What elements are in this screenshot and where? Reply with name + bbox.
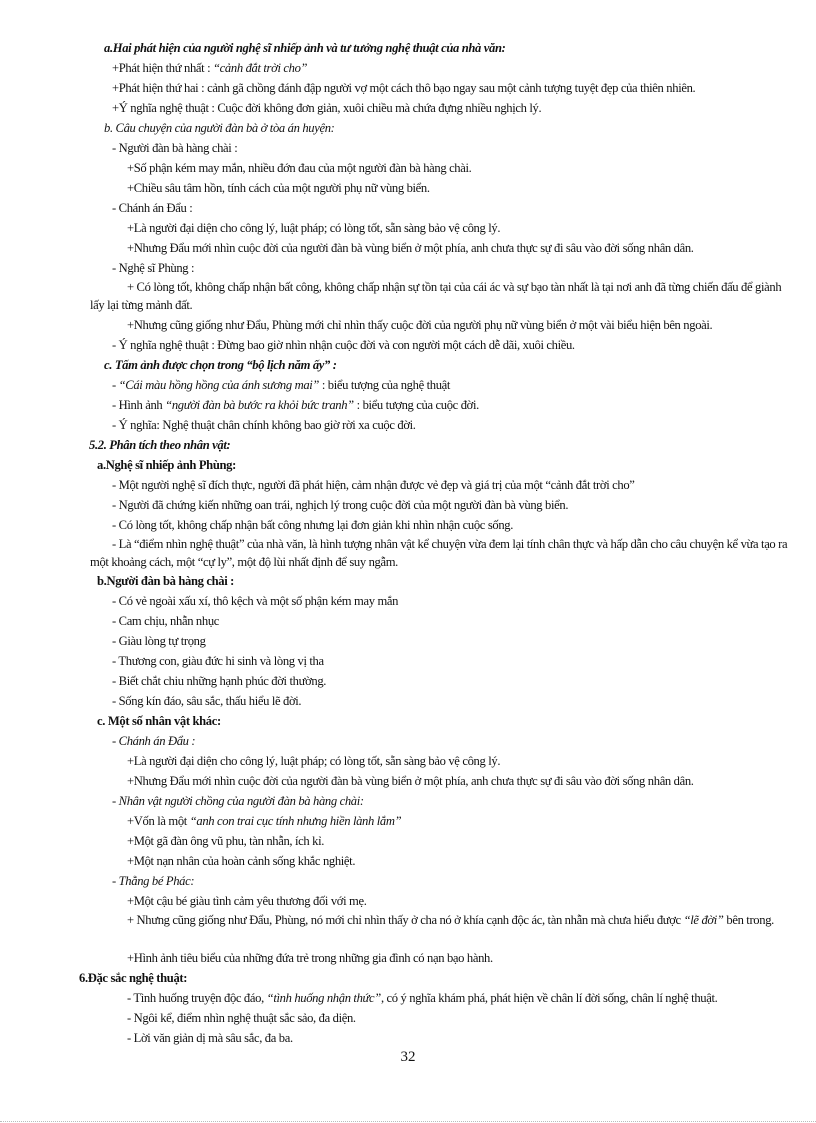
page-number: 32 (400, 1049, 416, 1065)
heading-a-phung: a.Nghệ sĩ nhiếp ảnh Phùng: (97, 458, 236, 472)
heading-c-photo: c. Tấm ảnh được chọn trong “bộ lịch năm ấy” : (104, 358, 337, 372)
heading-c-other-characters: c. Một số nhân vật khác: (97, 714, 221, 728)
text-line: - Lời văn giản dị mà sâu sắc, đa ba. (127, 1031, 293, 1045)
text-line: - Sống kín đáo, sâu sắc, thấu hiểu lẽ đời. (112, 694, 302, 708)
text-line: - Thương con, giàu đức hi sinh và lòng vị tha (112, 654, 324, 668)
text-line: +Ý nghĩa nghệ thuật : Cuộc đời không đơn giản, xuôi chiều mà chứa đựng nhiều nghịch lý. (112, 101, 542, 115)
heading-b-court-story: b. Câu chuyện của người đàn bà ở tòa án huyện: (104, 121, 335, 135)
text-line: - Thằng bé Phác: (112, 874, 195, 888)
text-line: - Cam chịu, nhẫn nhục (112, 614, 220, 628)
page-bottom-rule (0, 1121, 816, 1122)
text-line: +Phát hiện thứ nhất : “cảnh đắt trời cho” (112, 61, 308, 75)
text-line: +Chiều sâu tâm hồn, tính cách của một người phụ nữ vùng biển. (127, 181, 430, 195)
text-line: +Một cậu bé giàu tình cảm yêu thương đối với mẹ. (127, 894, 367, 908)
text-line: - Nhân vật người chồng của người đàn bà hàng chài: (112, 794, 364, 808)
text-line: - Có vẻ ngoài xấu xí, thô kệch và một số phận kém may mắn (112, 594, 399, 608)
heading-5-2: 5.2. Phân tích theo nhân vật: (89, 438, 231, 452)
text-line: - Có lòng tốt, không chấp nhận bất công nhưng lại đơn giản khi nhìn nhận cuộc sống. (112, 518, 514, 532)
text-line: - Một người nghệ sĩ đích thực, người đã phát hiện, cảm nhận được vẻ đẹp và giá trị của một “cảnh đắt trời cho” (112, 478, 635, 492)
text-line: - Người đàn bà hàng chài : (112, 141, 238, 155)
text-line: - Chánh án Đẩu : (112, 734, 196, 748)
text-line: - Nghệ sĩ Phùng : (112, 261, 195, 275)
text-line: +Phát hiện thứ hai : cảnh gã chồng đánh đập người vợ một cách thô bạo ngay sau một cảnh tượng tuyệt đẹp của thiên nhiên. (112, 81, 696, 95)
text-paragraph: + Có lòng tốt, không chấp nhận bất công, không chấp nhận sự tồn tại của cái ác và sự bạo tàn nhất là tại nơi anh đã từng chiến đấu để giành lấy lại từng mảnh đất. (90, 280, 782, 312)
text-paragraph: + Nhưng cũng giống như Đẩu, Phùng, nó mới chỉ nhìn thấy ở cha nó ở khía cạnh độc ác, tàn nhẫn mà chưa hiểu được “lẽ đời” bên trong. (127, 913, 774, 927)
text-line: - Người đã chứng kiến những oan trái, nghịch lý trong cuộc đời của một người đàn bà vùng biển. (112, 498, 569, 512)
text-line: - “Cái màu hồng hồng của ánh sương mai” : biểu tượng của nghệ thuật (112, 378, 451, 392)
heading-b-fisherwoman: b.Người đàn bà hàng chài : (97, 574, 235, 588)
text-line: +Là người đại diện cho công lý, luật pháp; có lòng tốt, sẵn sàng bảo vệ công lý. (127, 221, 501, 235)
heading-a-two-discoveries: a.Hai phát hiện của người nghệ sĩ nhiếp ảnh và tư tưởng nghệ thuật của nhà văn: (104, 41, 506, 55)
text-line: +Nhưng Đẩu mới nhìn cuộc đời của người đàn bà vùng biển ở một phía, anh chưa thực sự đi sâu vào đời sống nhân dân. (127, 774, 694, 788)
text-line: - Hình ảnh “người đàn bà bước ra khỏi bức tranh” : biểu tượng của cuộc đời. (112, 398, 479, 412)
text-line: +Hình ảnh tiêu biểu của những đứa trẻ trong những gia đình có nạn bạo hành. (127, 951, 493, 965)
text-line: - Tình huống truyện độc đáo, “tình huống nhận thức”, có ý nghĩa khám phá, phát hiện về chân lí đời sống, chân lí nghệ thuật. (127, 991, 718, 1005)
text-line: +Số phận kém may mắn, nhiều đớn đau của một người đàn bà hàng chài. (127, 161, 472, 175)
text-line: - Chánh án Đẩu : (112, 201, 193, 215)
text-line: - Ngôi kể, điểm nhìn nghệ thuật sắc sảo, đa diện. (127, 1011, 356, 1025)
text-line: +Nhưng Đẩu mới nhìn cuộc đời của người đàn bà vùng biển ở một phía, anh chưa thực sự đi sâu vào đời sống nhân dân. (127, 241, 694, 255)
heading-6-artistic-features: 6.Đặc sắc nghệ thuật: (79, 971, 188, 985)
text-line: +Một gã đàn ông vũ phu, tàn nhẫn, ích kỉ. (127, 834, 325, 848)
text-line: +Nhưng cũng giống như Đẩu, Phùng mới chỉ nhìn thấy cuộc đời của người phụ nữ vùng biển ở một vài biểu hiện bên ngoài. (127, 318, 713, 332)
text-line: +Là người đại diện cho công lý, luật pháp; có lòng tốt, sẵn sàng bảo vệ công lý. (127, 754, 501, 768)
text-line: +Vốn là một “anh con trai cục tính nhưng hiền lành lắm” (127, 814, 402, 828)
text-line: - Ý nghĩa: Nghệ thuật chân chính không bao giờ rời xa cuộc đời. (112, 418, 416, 432)
text-paragraph: - Là “điểm nhìn nghệ thuật” của nhà văn, là hình tượng nhân vật kể chuyện vừa đem lại tính chân thực và hấp dẫn cho câu chuyện kể vừa tạo ra một khoảng cách, một “cự ly”, một độ lùi nhất định để suy ngẫm. (90, 537, 788, 569)
text-line: - Ý nghĩa nghệ thuật : Đừng bao giờ nhìn nhận cuộc đời và con người một cách dễ dãi, xuôi chiều. (112, 338, 575, 352)
text-line: - Biết chắt chiu những hạnh phúc đời thường. (112, 674, 327, 688)
text-line: +Một nạn nhân của hoàn cảnh sống khắc nghiệt. (127, 854, 356, 868)
text-line: - Giàu lòng tự trọng (112, 634, 206, 648)
